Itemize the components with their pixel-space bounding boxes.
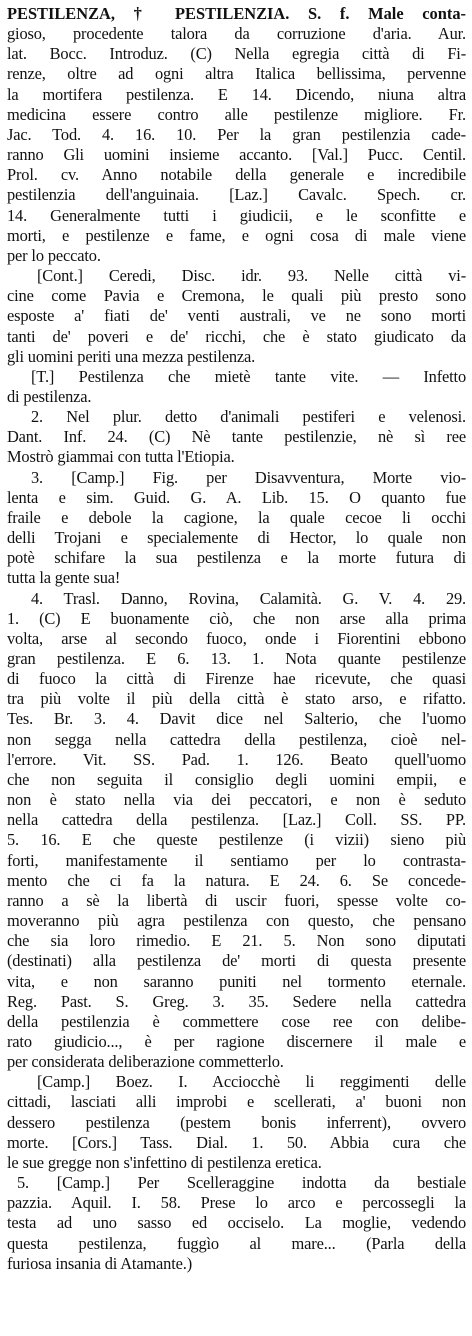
entry-line: ranno Gli uomini insieme accanto. [Val.] Pucc. Centil.	[7, 145, 466, 165]
entry-line: 5. 16. E che queste pestilenze (i vizii) sieno più	[7, 830, 466, 850]
entry-line: furiosa insania di Atamante.)	[7, 1253, 192, 1273]
entry-line: vita, e non saranno puniti nel tormento eternale.	[7, 971, 466, 991]
entry-line: moveranno più agra pestilenza con questo, che pensano	[7, 911, 466, 931]
entry-line: pazzia. Aquil. I. 58. Prese lo arco e percossegli la	[7, 1193, 466, 1213]
entry-line: la mortifera pestilenza. E 14. Dicendo, niuna altra	[7, 84, 466, 104]
entry-line: Dant. Inf. 24. (C) Nè tante pestilenzie, nè sì ree	[7, 427, 466, 447]
entry-line: morti, e pestilenze e fame, e ogni cosa di male viene	[7, 225, 466, 245]
entry-line: 4. Trasl. Danno, Rovina, Calamità. G. V. 4. 29.	[31, 588, 466, 608]
entry-line: potè schifare la sua pestilenza e la morte futura di	[7, 548, 466, 568]
entry-line: (destinati) alla pestilenza de' morti di questa presente	[7, 951, 466, 971]
entry-line-headword: PESTILENZA, † PESTILENZIA. S. f. Male conta-	[7, 4, 466, 23]
entry-line: testa ad uno sasso ed occiselo. La moglie, vedendo	[7, 1213, 466, 1233]
entry-line: non è stato nella via dei peccatori, e non è seduto	[7, 790, 466, 810]
entry-line: gran pestilenza. E 6. 13. 1. Nota quante pestilenze	[7, 649, 466, 668]
entry-line: renze, oltre ad ogni altra Italica bellissima, pervenne	[7, 64, 466, 84]
entry-line: 1. (C) E buonamente ciò, che non arse alla prima	[7, 608, 466, 628]
entry-line: [T.] Pestilenza che mietè tante vite. — Infetto	[31, 366, 466, 386]
entry-line: volta, arse al secondo fuoco, onde i Fiorentini ebbono	[7, 628, 466, 648]
entry-line: dessero pestilenza (pestem bonis inferrent), ovvero	[7, 1112, 466, 1132]
entry-line: le sue gregge non s'infettino di pestilenza eretica.	[7, 1152, 322, 1172]
entry-line: non segga nella cattedra della pestilenza, cioè nel-	[7, 729, 466, 749]
entry-line: lat. Bocc. Introduz. (C) Nella egregia città di Fi-	[7, 44, 466, 64]
entry-line: questa pestilenza, fuggìo al mare... (Parla della	[7, 1233, 466, 1253]
entry-line: Prol. cv. Anno notabile della generale e incredibile	[7, 165, 466, 185]
entry-line: gioso, procedente talora da corruzione d'aria. Aur.	[7, 24, 466, 44]
entry-line: di fuoco la città di Firenze hae ricevute, che quasi	[7, 669, 466, 689]
entry-line: l'errore. Vit. SS. Pad. 1. 126. Beato quell'uomo	[7, 749, 466, 769]
entry-line: 5. [Camp.] Per Scelleraggine indotta da bestiale	[17, 1173, 466, 1193]
entry-line: Reg. Past. S. Greg. 3. 35. Sedere nella cattedra	[7, 991, 466, 1011]
entry-line: esposte a' fiati de' venti australi, ve ne sono morti	[7, 306, 466, 326]
entry-line: rato giudicio..., è per ragione discernere il male e	[7, 1031, 466, 1051]
entry-line: nella cattedra della pestilenza. [Laz.] Coll. SS. PP.	[7, 810, 466, 830]
entry-line: mento che ci fa la natura. E 24. 6. Se concede-	[7, 870, 466, 890]
entry-line: che non seguita il consiglio degli uomini empii, e	[7, 769, 466, 789]
entry-line: lenta e sim. Guid. G. A. Lib. 15. O quanto fue	[7, 487, 466, 507]
entry-line: cine come Pavia e Cremona, le quali più presto sono	[7, 286, 466, 306]
entry-line: Mostrò giammai con tutta l'Etiopia.	[7, 447, 235, 467]
entry-line: gli uomini periti una mezza pestilenza.	[7, 346, 256, 366]
entry-line: pestilenzia dell'anguinaia. [Laz.] Cavalc. Spech. cr.	[7, 185, 466, 205]
entry-line: ranno a sè la libertà di uscir fuori, spesse volte co-	[7, 890, 466, 910]
entry-line: Jac. Tod. 4. 16. 10. Per la gran pestilenzia cade-	[7, 124, 466, 144]
entry-line: per considerata deliberazione commetterlo.	[7, 1052, 284, 1072]
entry-line: cittadi, lasciati alli improbi e scellerati, a' buoni non	[7, 1092, 466, 1112]
entry-line: per lo peccato.	[7, 245, 101, 265]
entry-line: delli Trojani e specialemente di Hector, lo quale non	[7, 528, 466, 548]
entry-line: 3. [Camp.] Fig. per Disavventura, Morte vio-	[31, 467, 466, 487]
entry-line: tra più volte il più della città è stato arso, e rifatto.	[7, 689, 466, 709]
entry-line: [Cont.] Ceredi, Disc. idr. 93. Nelle città vi-	[37, 266, 466, 286]
entry-line: 2. Nel plur. detto d'animali pestiferi e velenosi.	[31, 407, 466, 427]
entry-line: tanti de' poveri e de' ricchi, che è stato giudicato da	[7, 326, 466, 346]
entry-line: 14. Generalmente tutti i giudicii, e le sconfitte e	[7, 205, 466, 225]
entry-line: medicina essere contro alle pestilenze migliore. Fr.	[7, 104, 466, 124]
entry-line: forti, manifestamente il sentiamo per lo contrasta-	[7, 850, 466, 870]
entry-line: tutta la gente sua!	[7, 568, 121, 588]
entry-line: fraile e debole la cagione, la quale cecoe li occhi	[7, 507, 466, 527]
entry-line: della pestilenzia è commettere cose ree con delibe-	[7, 1011, 466, 1031]
entry-line: morte. [Cors.] Tass. Dial. 1. 50. Abbia cura che	[7, 1132, 466, 1152]
entry-line: che sia loro rimedio. E 21. 5. Non sono diputati	[7, 931, 466, 951]
entry-line: [Camp.] Boez. I. Acciocchè li reggimenti delle	[37, 1072, 466, 1092]
entry-line: di pestilenza.	[7, 386, 92, 406]
entry-line: Tes. Br. 3. 4. Davit dice nel Salterio, che l'uomo	[7, 709, 466, 729]
